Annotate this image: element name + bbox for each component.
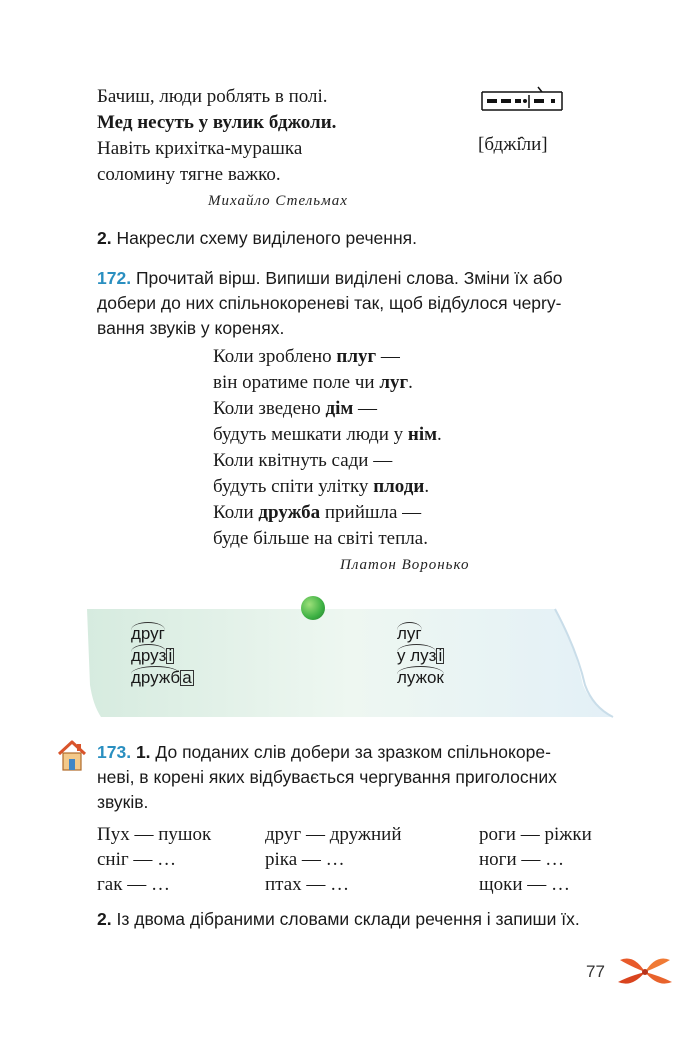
green-dot-icon xyxy=(301,596,325,620)
word-pair: Пух — пушок xyxy=(97,824,212,845)
panel-right-word-1: луг xyxy=(397,624,422,643)
poem1-author: Михайло Стельмах xyxy=(208,193,348,209)
ex173-sub-number: 1. xyxy=(135,742,151,762)
ex172-number: 172. xyxy=(97,268,132,288)
poem2-line-8: буде більше на світі тепла. xyxy=(213,528,428,549)
task-2-text: Накресли схему виділеного речення. xyxy=(116,228,417,248)
ex173-line-1: 173. 1. До поданих слів добери за зразком спільнокоре- xyxy=(97,742,551,762)
ex173-line-3: звуків. xyxy=(97,792,149,812)
poem2-line-2: він оратиме поле чи луг. xyxy=(213,372,413,393)
word-pair: роги — ріжки xyxy=(479,824,592,845)
word-pair: ноги — … xyxy=(479,849,565,870)
word-pair: сніг — … xyxy=(97,849,177,870)
task-2-top xyxy=(97,226,417,251)
panel-left-word-1: друг xyxy=(131,624,165,643)
ex172-line-2: добери до них спільнокореневі так, щоб відбулося черry- xyxy=(97,293,562,313)
word-pair: щоки — … xyxy=(479,874,571,895)
leaf-ornament-icon xyxy=(616,952,674,992)
page-number: 77 xyxy=(586,962,605,981)
panel-right-word-2: у луз і xyxy=(397,646,443,665)
task-2-number: 2. xyxy=(97,228,112,248)
poem1-line-2: Мед несуть у вулик бджоли. xyxy=(97,112,337,133)
ex173-number: 173. xyxy=(97,742,132,762)
word-pair: друг — дружний xyxy=(265,824,402,845)
word-pair: гак — … xyxy=(97,874,170,895)
poem2-line-6: будуть спіти улітку плоди. xyxy=(213,476,430,497)
poem2-line-1: Коли зроблено плуг — xyxy=(213,346,400,367)
panel-right-word-3: лужок xyxy=(397,668,444,687)
transcription: [бджі̂ли] xyxy=(478,134,548,155)
poem1-line-3: Навіть крихітка-мурашка xyxy=(97,138,303,159)
ex172-line-3: вання звуків у коренях. xyxy=(97,318,285,338)
poem1-line-4: соломину тягне важко. xyxy=(97,164,281,185)
poem2-line-3: Коли зведено дім — xyxy=(213,398,378,419)
poem2-line-4: будуть мешкати люди у нім. xyxy=(213,424,442,445)
poem2-line-5: Коли квітнуть сади — xyxy=(213,450,393,471)
poem1-line-1: Бачиш, люди роблять в полі. xyxy=(97,86,328,107)
ex173-line-2: неві, в корені яких відбувається чергування приголосних xyxy=(97,767,557,787)
panel-left-word-2: друз і xyxy=(131,646,173,665)
ex173-task-2-text: Із двома дібраними словами склади речення і запиши їх. xyxy=(116,909,580,929)
sentence-scheme-icon xyxy=(479,86,565,114)
poem2-author: Платон Воронько xyxy=(340,557,470,573)
poem2-line-7: Коли дружба прийшла — xyxy=(213,502,422,523)
ex172-line-1: 172. Прочитай вірш. Випиши виділені слова. Зміни їх або xyxy=(97,268,563,288)
ex173-task-2-number: 2. xyxy=(97,909,112,929)
home-icon xyxy=(56,738,88,772)
word-pair: птах — … xyxy=(265,874,350,895)
panel-left-word-3: дружб а xyxy=(131,668,192,687)
word-pair: ріка — … xyxy=(265,849,345,870)
ex173-task-2 xyxy=(97,907,580,932)
